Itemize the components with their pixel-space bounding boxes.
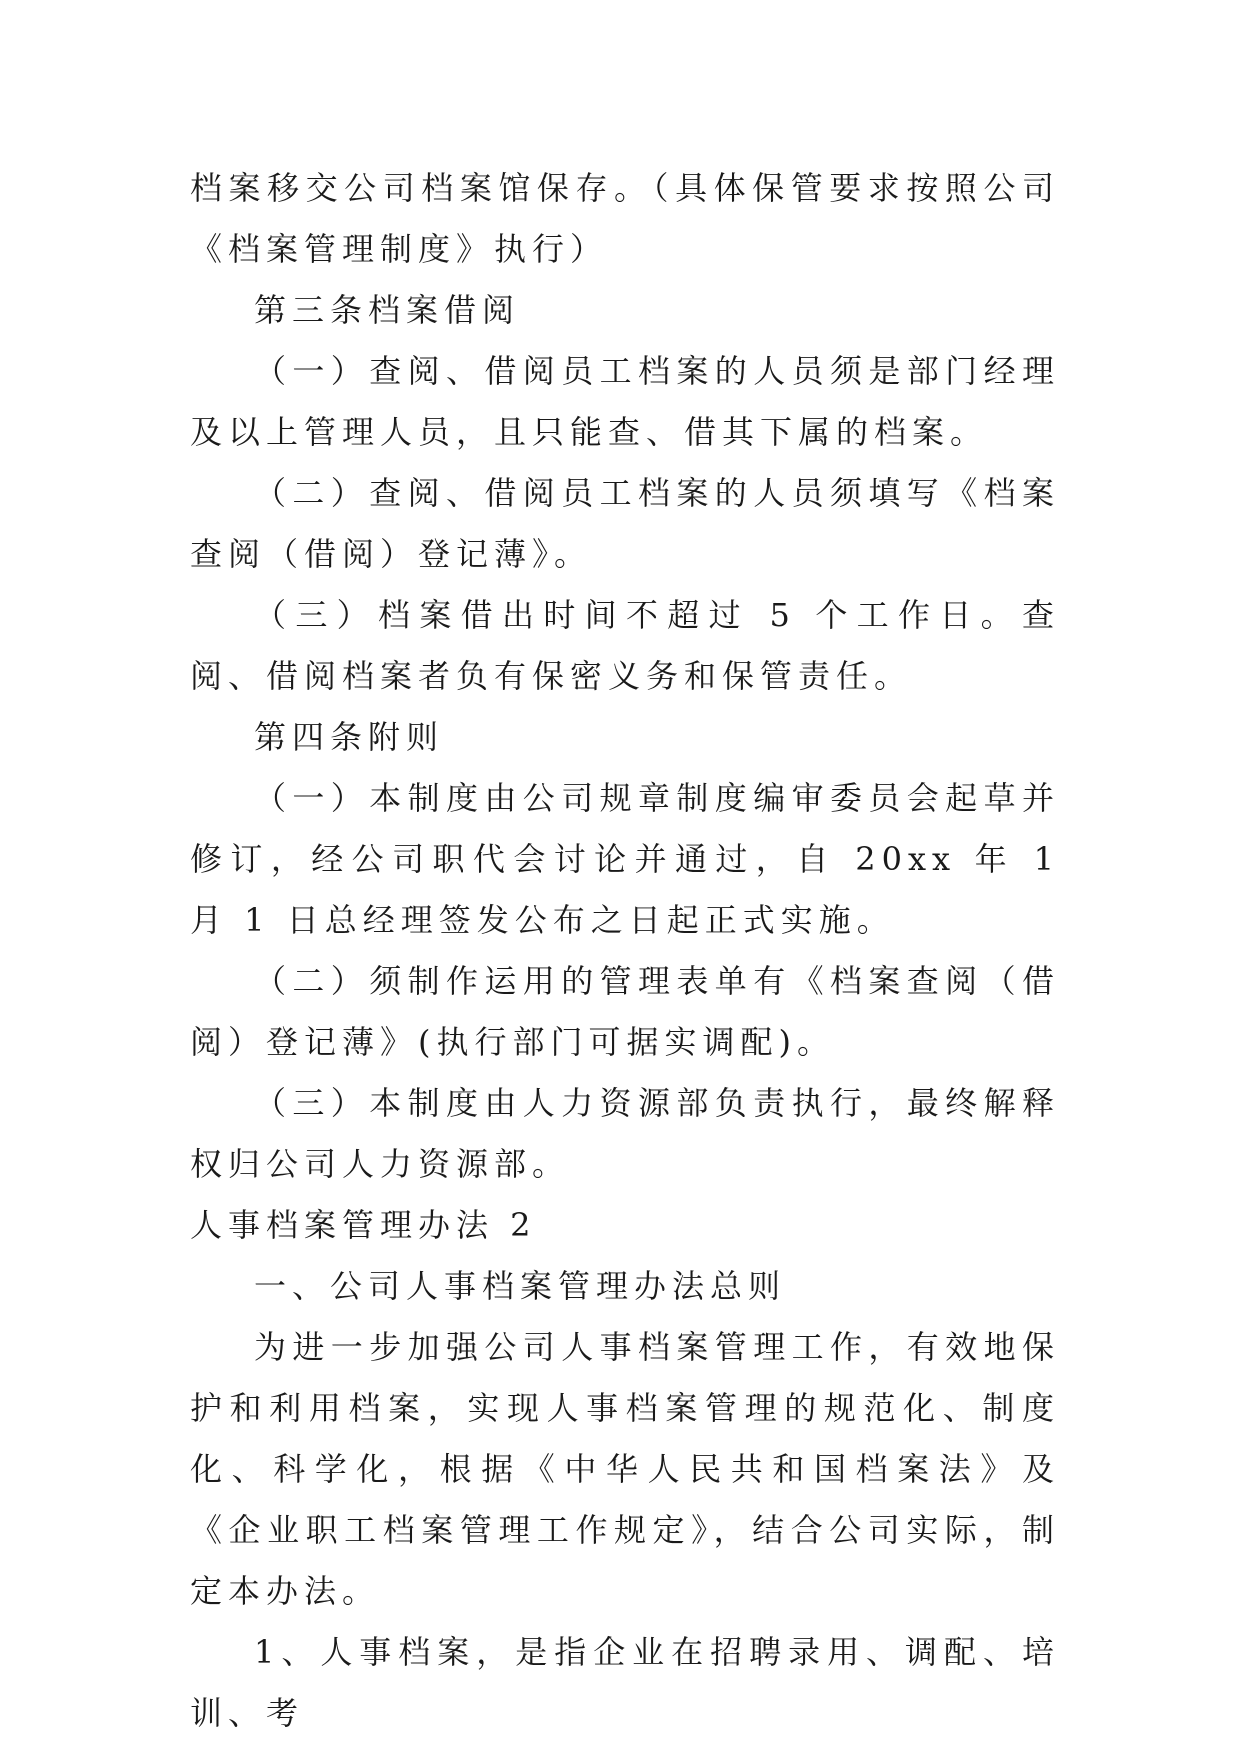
article-4-item-2: （二）须制作运用的管理表单有《档案查阅（借阅）登记薄》(执行部门可据实调配)。 xyxy=(190,962,1060,1061)
article-4-item-3: （三）本制度由人力资源部负责执行，最终解释权归公司人力资源部。 xyxy=(190,1084,1060,1183)
section-title-2: 人事档案管理办法 2 xyxy=(190,1206,537,1244)
article-4-item-1: （一）本制度由公司规章制度编审委员会起草并修订，经公司职代会讨论并通过，自 20xx 年 1 月 1 日总经理签发公布之日起正式实施。 xyxy=(190,779,1060,939)
article-4-heading: 第四条附则 xyxy=(254,718,445,756)
chapter-1-heading: 一、公司人事档案管理办法总则 xyxy=(254,1267,787,1305)
definition-paragraph: 1、人事档案，是指企业在招聘录用、调配、培训、考 xyxy=(190,1633,1060,1732)
document-body xyxy=(190,158,1060,1744)
article-3-item-1: （一）查阅、借阅员工档案的人员须是部门经理及以上管理人员，且只能查、借其下属的档案。 xyxy=(190,352,1060,451)
article-3-heading: 第三条档案借阅 xyxy=(254,291,521,329)
article-3-item-3: （三）档案借出时间不超过 5 个工作日。查阅、借阅档案者负有保密义务和保管责任。 xyxy=(190,596,1060,695)
article-3-item-2: （二）查阅、借阅员工档案的人员须填写《档案查阅（借阅）登记薄》。 xyxy=(190,474,1060,573)
paragraph-archive-transfer: 档案移交公司档案馆保存。（具体保管要求按照公司《档案管理制度》执行） xyxy=(190,169,1060,268)
purpose-paragraph: 为进一步加强公司人事档案管理工作，有效地保护和利用档案，实现人事档案管理的规范化、制度化、科学化，根据《中华人民共和国档案法》及《企业职工档案管理工作规定》，结合公司实际，制定本办法。 xyxy=(190,1328,1060,1610)
